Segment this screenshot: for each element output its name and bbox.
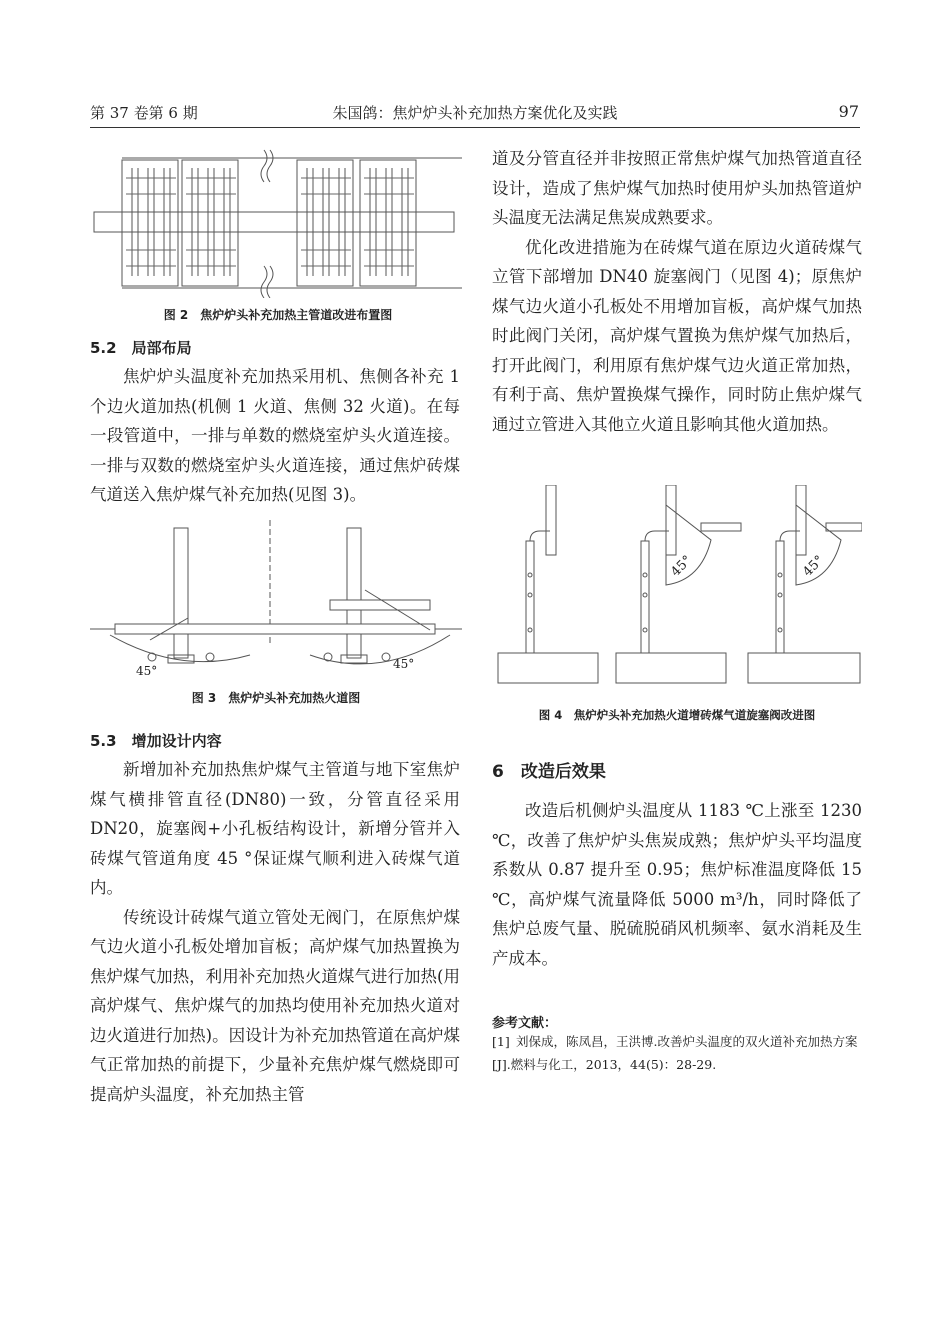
header-journal-issue: 第 37 卷第 6 期 — [90, 104, 198, 122]
section-5-3-heading: 5.3 增加设计内容 — [90, 732, 222, 750]
reference-number: [1] — [492, 1034, 510, 1049]
figure-2-caption: 图 2 焦炉炉头补充加热主管道改进布置图 — [163, 308, 393, 322]
reference-text: 刘保成，陈凤昌，王洪博.改善炉头温度的双火道补充加热方案[J].燃料与化工，2013，44(5)：28-29. — [492, 1034, 858, 1072]
optimization-paragraph: 优化改进措施为在砖煤气道在原边火道砖煤气立管下部增加 DN40 旋塞阀门（见图 4)；原焦炉煤气边火道小孔板处不用增加盲板，高炉煤气加热时此阀门关闭，高炉煤气置换为焦炉煤气加热后，打开此阀门，利用原有焦炉煤气边火道正常加热，有利于高、焦炉置换煤气操作，同时防止焦炉煤气通过立管进入其他立火道且影响其他火道加热。 — [492, 237, 862, 434]
figure-2-diagram — [92, 148, 464, 298]
section-6-paragraph: 改造后机侧炉头温度从 1183 ℃上涨至 1230 ℃，改善了焦炉炉头焦炭成熟；焦炉炉头平均温度系数从 0.87 提升至 0.95；焦炉标准温度降低 15 ℃，高炉煤气流量降低 5000 m³/h，同时降低了焦炉总废气量、脱硫脱硝风机频率、氨水消耗及生产成本。 — [492, 801, 862, 968]
section-5-3-paragraph-2: 传统设计砖煤气道立管处无阀门，在原焦炉煤气边火道小孔板处增加盲板；高炉煤气加热置换为焦炉煤气加热，利用补充加热火道煤气进行加热(用高炉煤气、焦炉煤气的加热均使用补充加热火道对边火道进行加热)。因设计为补充加热管道在高炉煤气正常加热的前提下，少量补充焦炉煤气燃烧即可提高炉头温度，补充加热主管 — [90, 907, 460, 1104]
figure-3-angle-right: 45° — [393, 657, 415, 671]
section-5-2-heading: 5.2 局部布局 — [90, 339, 192, 357]
section-5-2-paragraph: 焦炉炉头温度补充加热采用机、焦侧各补充 1 个边火道加热(机侧 1 火道、焦侧 32 火道)。在每一段管道中，一排与单数的燃烧室炉头火道连接。一排与双数的燃烧室炉头火道连接，通过焦炉砖煤气道送入焦炉煤气补充加热(见图 3)。 — [90, 367, 460, 504]
section-6-heading: 6 改造后效果 — [492, 762, 606, 782]
header-page-number: 97 — [838, 102, 859, 121]
figure-3-caption: 图 3 焦炉炉头补充加热火道图 — [191, 691, 361, 705]
section-5-3-paragraph-1: 新增加补充加热焦炉煤气主管道与地下室焦炉煤气横排管直径(DN80)一致，分管直径采用 DN20，旋塞阀+小孔板结构设计，新增分管并入砖煤气管道角度 45 °保证煤气顺利进入砖煤气道内。 — [90, 760, 460, 897]
figure-4-angle-mid: 45° — [668, 552, 696, 580]
figure-4-caption: 图 4 焦炉炉头补充加热火道增砖煤气道旋塞阀改进图 — [538, 708, 816, 722]
header-article-title: 朱国鸽：焦炉炉头补充加热方案优化及实践 — [332, 104, 618, 122]
figure-4-angle-right: 45° — [800, 552, 828, 580]
figure-3-diagram — [90, 520, 462, 682]
reference-item — [492, 1030, 862, 1076]
references-heading: 参考文献： — [492, 1016, 558, 1031]
figure-4-diagram — [496, 485, 862, 685]
header-rule — [90, 127, 860, 128]
figure-3-angle-left: 45° — [136, 664, 158, 678]
right-continuation-paragraph: 道及分管直径并非按照正常焦炉煤气加热管道直径设计，造成了焦炉煤气加热时使用炉头加热管道炉头温度无法满足焦炭成熟要求。 — [492, 149, 862, 227]
